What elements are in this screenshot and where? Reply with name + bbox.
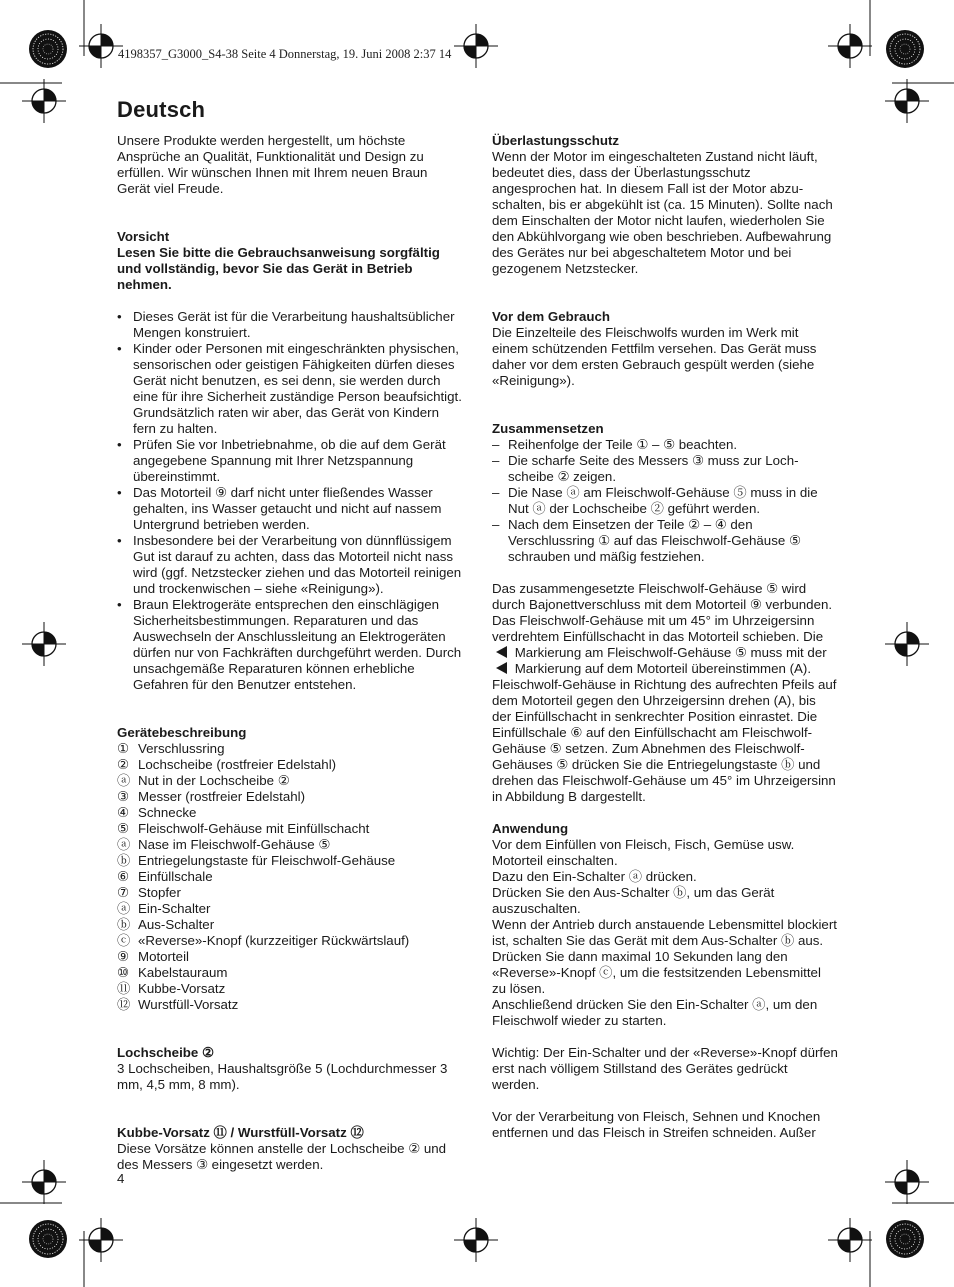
crosshair-mark-top-left <box>79 24 123 68</box>
before-use-heading: Vor dem Gebrauch <box>492 309 610 324</box>
overload-text: Wenn der Motor im eingeschalteten Zustand nicht läuft, bedeutet dies, dass der Überlastungsschutz angesprochen hat. In diesem Fall ist der Motor abzuschalten, bis er abgekühlt ist (ca. 15 Minuten). Sollte nach dem Einschalten der Motor nicht laufen, wiederholen Sie den Abkühlvorgang wie oben beschrieben. Aufbewahrung des Gerätes nur bei abgeschaltetem Motor und bei gezogenem Netzstecker. <box>492 149 833 276</box>
crosshair-mark-side-tl <box>22 79 66 123</box>
starburst-mark-bl <box>29 1220 67 1258</box>
use-line: Vor dem Einfüllen von Fleisch, Fisch, Gemüse usw. Motorteil einschalten. <box>492 837 795 868</box>
assembly-heading: Zusammensetzen <box>492 421 604 436</box>
print-header: 4198357_G3000_S4-38 Seite 4 Donnerstag, 19. Juni 2008 2:37 14 <box>118 47 452 61</box>
parts-list <box>117 741 462 1013</box>
list-item: ① Verschlussring <box>117 741 225 756</box>
overload-heading: Überlastungsschutz <box>492 133 620 148</box>
safety-list <box>117 309 462 693</box>
crosshair-mark-bottom-left <box>79 1218 123 1262</box>
list-item: ⓐ Ein-Schalter <box>117 901 211 916</box>
list-item: • Das Motorteil ⑨ darf nicht unter fließendes Wasser gehalten, ins Wasser getaucht und nicht auf nassem Untergrund betrieben werden. <box>117 485 462 533</box>
use-line: Dazu den Ein-Schalter ⓐ drücken. <box>492 869 697 884</box>
list-item: – Reihenfolge der Teile ① – ⑤ beachten. <box>492 437 838 453</box>
crosshair-mark-side-br <box>885 1160 929 1204</box>
crosshair-mark-side-bl <box>22 1160 66 1204</box>
crosshair-mark-top-center <box>454 24 498 68</box>
caution-text: Lesen Sie bitte die Gebrauchsanweisung sorgfältig und vollständig, bevor Sie das Gerät in Betrieb nehmen. <box>117 245 440 292</box>
list-item: • Braun Elektrogeräte entsprechen den einschlägigen Sicherheitsbestimmungen. Reparaturen und das Auswechseln der Anschlussleitung an Elektrogeräten dürfen nur von Fachkräften durchgeführt werden. Durch unsachgemäße Reparaturen können erhebliche Gefahren für den Benutzer entstehen. <box>117 597 462 693</box>
assembly-steps <box>492 437 838 565</box>
attachment-text: Diese Vorsätze können anstelle der Lochscheibe ② und des Messers ③ eingesetzt werden. <box>117 1141 447 1172</box>
list-item: – Nach dem Einsetzen der Teile ② – ④ den Verschlussring ① auf das Fleischwolf-Gehäuse ⑤ schrauben und mäßig festziehen. <box>492 517 838 565</box>
crosshair-mark-mid-right <box>885 622 929 666</box>
triangle-marker-icon <box>496 662 507 674</box>
disc-text: 3 Lochscheiben, Haushaltsgröße 5 (Lochdurchmesser 3 mm, 4,5 mm, 8 mm). <box>117 1061 448 1092</box>
use-line: Wenn der Antrieb durch anstauende Lebensmittel blockiert ist, schalten Sie das Gerät mit dem Aus-Schalter ⓑ aus. Drücken Sie dann maximal 10 Sekunden lang den «Reverse»-Knopf ⓒ, um die festsitzenden Lebensmittel zu lösen. <box>492 917 837 996</box>
list-item: ③ Messer (rostfreier Edelstahl) <box>117 789 305 804</box>
list-item: ⓐ Nase im Fleischwolf-Gehäuse ⑤ <box>117 837 331 852</box>
starburst-mark-br <box>886 1220 924 1258</box>
list-item: ⓒ «Reverse»-Knopf (kurzzeitiger Rückwärtslauf) <box>117 933 410 948</box>
list-item: ⑥ Einfüllschale <box>117 869 213 884</box>
right-column <box>492 133 838 1141</box>
crosshair-mark-mid-left <box>22 622 66 666</box>
use-heading: Anwendung <box>492 821 569 836</box>
left-column <box>117 133 462 1173</box>
important-note: Wichtig: Der Ein-Schalter und der «Reverse»-Knopf dürfen erst nach völligem Stillstand des Gerätes gedrückt werden. <box>492 1045 838 1092</box>
list-item: ④ Schnecke <box>117 805 197 820</box>
caution-heading: Vorsicht <box>117 229 170 244</box>
attachment-heading: Kubbe-Vorsatz ⑪ / Wurstfüll-Vorsatz ⑫ <box>117 1125 364 1140</box>
list-item: – Die scharfe Seite des Messers ③ muss zur Lochscheibe ② zeigen. <box>492 453 838 485</box>
list-item: ⓑ Aus-Schalter <box>117 917 215 932</box>
list-item: ⑨ Motorteil <box>117 949 189 964</box>
list-item: – Die Nase ⓐ am Fleischwolf-Gehäuse ⑤ muss in die Nut ⓐ der Lochscheibe ② geführt werden. <box>492 485 838 517</box>
triangle-marker-icon <box>496 646 507 658</box>
use-line: Drücken Sie den Aus-Schalter ⓑ, um das Gerät auszuschalten. <box>492 885 775 916</box>
assembly-paragraph: Das zusammengesetzte Fleischwolf-Gehäuse ⑤ wird durch Bajonettverschluss mit dem Motorteil ⑨ verbunden. Das Fleischwolf-Gehäuse mit um 45° im Uhrzeigersinn verdrehtem Einfüllschacht in das Motorteil schieben. Die Markierung am Fleischwolf-Gehäuse ⑤ muss mit der Markierung auf dem Motorteil übereinstimmen (A). Fleischwolf-Gehäuse in Richtung des aufrechten Pfeils auf dem Motorteil gegen den Uhrzeigersinn drehen (A), bis der Einfüllschacht in senkrechter Position einrastet. Die Einfüllschale ⑥ auf den Einfüllschacht am Fleischwolf-Gehäuse ⑤ setzen. Zum Abnehmen des Fleischwolf-Gehäuses ⑤ drücken Sie die Entriegelungstaste ⓑ und drehen das Fleischwolf-Gehäuse um 45° im Uhrzeigersinn in Abbildung B dargestellt. <box>492 581 837 804</box>
list-item: ② Lochscheibe (rostfreier Edelstahl) <box>117 757 337 772</box>
crosshair-mark-bottom-right <box>828 1218 872 1262</box>
starburst-mark-tl <box>29 30 67 68</box>
intro-text: Unsere Produkte werden hergestellt, um höchste Ansprüche an Qualität, Funktionalität und Design zu erfüllen. Wir wünschen Ihnen mit Ihrem neuen Braun Gerät viel Freude. <box>117 133 428 196</box>
list-item: ⑫ Wurstfüll-Vorsatz <box>117 997 239 1012</box>
before-use-text: Die Einzelteile des Fleischwolfs wurden im Werk mit einem schützenden Fettfilm versehen. Das Gerät muss daher vor dem ersten Gebrauch gespült werden (siehe «Reinigung»). <box>492 325 817 388</box>
use-line: Anschließend drücken Sie den Ein-Schalter ⓐ, um den Fleischwolf wieder zu starten. <box>492 997 818 1028</box>
page-number: 4 <box>117 1171 125 1186</box>
list-item: • Prüfen Sie vor Inbetriebnahme, ob die auf dem Gerät angegebene Spannung mit Ihrer Netzspannung übereinstimmt. <box>117 437 462 485</box>
list-item: ⓑ Entriegelungstaste für Fleischwolf-Gehäuse <box>117 853 396 868</box>
list-item: • Dieses Gerät ist für die Verarbeitung haushaltsüblicher Mengen konstruiert. <box>117 309 462 341</box>
list-item: • Insbesondere bei der Verarbeitung von dünnflüssigem Gut ist darauf zu achten, dass das Motorteil nicht nass wird (ggf. Netzstecker ziehen und das Motorteil reinigen und trockenwischen – siehe «Reinigung»). <box>117 533 462 597</box>
processing-text: Vor der Verarbeitung von Fleisch, Sehnen und Knochen entfernen und das Fleisch in Streifen schneiden. Außer <box>492 1109 821 1140</box>
list-item: ⓐ Nut in der Lochscheibe ② <box>117 773 290 788</box>
list-item: • Kinder oder Personen mit eingeschränkten physischen, sensorischen oder geistigen Fähigkeiten dürfen dieses Gerät nicht benutzen, es sei denn, sie werden durch eine für ihre Sicherheit zuständige Person beaufsichtigt. Grundsätzlich raten wir aber, das Gerät von Kindern fern zu halten. <box>117 341 462 437</box>
list-item: ⑦ Stopfer <box>117 885 181 900</box>
parts-heading: Gerätebeschreibung <box>117 725 247 740</box>
page-title: Deutsch <box>117 97 206 122</box>
disc-heading: Lochscheibe ② <box>117 1045 214 1060</box>
list-item: ⑩ Kabelstauraum <box>117 965 228 980</box>
crosshair-mark-bottom-center <box>454 1218 498 1262</box>
crosshair-mark-top-right <box>828 24 872 68</box>
starburst-mark-tr <box>886 30 924 68</box>
list-item: ⑤ Fleischwolf-Gehäuse mit Einfüllschacht <box>117 821 370 836</box>
crosshair-mark-side-tr <box>885 79 929 123</box>
list-item: ⑪ Kubbe-Vorsatz <box>117 981 226 996</box>
